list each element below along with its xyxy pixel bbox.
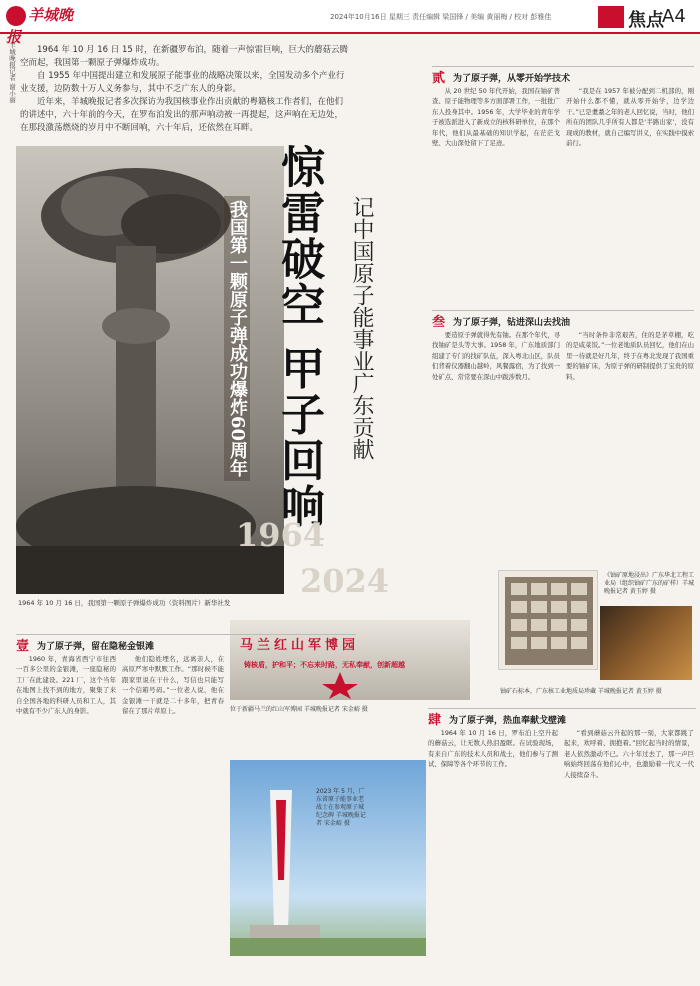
section-1-heading: [16, 634, 356, 654]
gallery-caption: 位于新疆马兰的红山军博园 羊城晚报记者 宋金峪 摄: [230, 706, 368, 713]
reporter-credit: 羊城晚报记者 谢小丽: [8, 42, 16, 103]
section-4-column-1: [428, 728, 558, 980]
uranium-ore-photo: [600, 606, 692, 680]
section-3-number: 叁: [432, 315, 446, 330]
section-1-title: 为了原子弹，留在隐秘金银滩: [37, 642, 155, 652]
logo-icon: [6, 6, 26, 26]
section-1-column-2: [122, 654, 224, 978]
lead-p3: 近年来，羊城晚报记者多次探访为我国核事业作出贡献的粤籍核工作者们，在他们的讲述中，六十年前的今天，在罗布泊发出的那声响动被一再提起，这声响在无边处，在那段激荡燃烧的岁月中不断回响，六十年后，还依然在耳畔。: [20, 97, 344, 133]
newspaper-logo: [6, 4, 84, 46]
section-2-title: 为了原子弹，从零开始学技术: [453, 74, 571, 84]
year-start: 1964: [236, 516, 326, 554]
year-end: 2024: [300, 562, 390, 600]
section-marker: [598, 6, 624, 28]
photo-caption: 1964 年 10 月 16 日，我国第一颗原子弹爆炸成功（资料图片）新华社发: [18, 599, 231, 607]
section-2-column-2: [566, 86, 694, 304]
header-meta: 2024年10月16日 星期三 责任编辑 梁国锋 / 美编 黄丽梅 / 校对 彭雅佳: [330, 13, 552, 21]
s1-col1-text: 1960 年，青海省西宁市往西一百多公里的金银滩，一座隐秘的工厂在此建设。221 厂，这个当年在地图上找不到的地方，聚集了来自全国各地的科研人员和工人，其中就有不少广东人的身影。: [16, 655, 116, 716]
section-3-column-1: [432, 330, 560, 560]
s3-col2-text: “当时条件非常艰苦，住的是茅草棚，吃的是咸菜饭。”一位老地质队员回忆，他们在山里一待就是好几年，终于在粤北发现了我国重要的铀矿床，为原子弹的研制提供了宝贵的原料。: [566, 331, 694, 381]
s2-col1-text: 从 20 世纪 50 年代开始，我国在铀矿普查、原子能物理等多方面部署工作，一批批广东人投身其中。1956 年，大学毕业的青年学子被选派进入了新成立的核科研单位，在那个年代，他们从最基础的知识学起，在茫茫戈壁、大山深处留下了足迹。: [432, 87, 560, 148]
s2-col2-text: “我是在 1957 年被分配到二机部的，刚开始什么都不懂，就从零开始学，边学边干。”已是耄耋之年的老人回忆说，当时，他们所在的团队几乎所有人都是‘半路出家’，没有现成的教材，就自己编写讲义，在实践中摸索前行。: [566, 87, 694, 148]
section-4-column-2: [564, 728, 694, 980]
museum-sign: 马兰红山军博园: [240, 638, 360, 653]
section-4-number: 肆: [428, 713, 442, 728]
lead-p2: 自 1955 年中国提出建立和发展原子能事业的战略决策以来，全国发动多个产业行业支援，边防数十万人义务参与，其中不乏广东人的身影。: [20, 71, 345, 94]
subtitle-vertical: 我国第一颗原子弹成功爆炸60周年: [224, 196, 250, 481]
section-4-title: 为了原子弹，热血奉献戈壁滩: [449, 716, 567, 726]
section-1-number: 壹: [16, 639, 30, 654]
ore-caption: 铀矿石标本，广东核工业地质局珍藏 羊城晚报记者 黄玉婷 摄: [500, 688, 662, 695]
page-number: A4: [662, 6, 686, 27]
s3-col1-text: 要造原子弹就得先有铀。在那个年代，寻找铀矿是头等大事。1958 年，广东地质部门组建了专门的找矿队伍，深入粤北山区，队员们背着仪器翻山越岭，风餐露宿，为了找到一处矿点，常常要在深山中跋涉数月。: [432, 331, 560, 381]
lead-paragraph: [20, 44, 350, 135]
s4-col1-text: 1964 年 10 月 16 日，罗布泊上空升起的蘑菇云，让无数人热泪盈眶。在试验现场，有来自广东的技术人员和战士，他们参与了测试、保障等各个环节的工作。: [428, 729, 558, 769]
museum-banner: 铸核盾，护和平；不忘来时路，无私奉献，创新超越: [244, 661, 405, 669]
section-4-heading: [428, 708, 696, 728]
section-2-column-1: [432, 86, 560, 304]
logo-text: 羊城晚报: [6, 6, 74, 46]
s4-col2-text: “看到蘑菇云升起的那一刻，大家都跳了起来，欢呼着、拥抱着。”回忆起当时的情景，老人依然激动不已。六十年过去了，那一声巨响始终回荡在他们心中，也激励着一代又一代人接续奋斗。: [564, 729, 694, 779]
section-3-column-2: [566, 330, 694, 560]
lead-p1: 1964 年 10 月 16 日 15 时，在新疆罗布泊，随着一声惊雷巨响，巨大的蘑菇云腾空而起，我国第一颗原子弹爆炸成功。: [20, 45, 348, 68]
page-header: [0, 0, 700, 46]
section-3-title: 为了原子弹，钻进深山去找油: [453, 318, 571, 328]
star-icon: [320, 670, 360, 700]
main-headline: 惊雷破空 甲子回响: [273, 144, 324, 530]
section-1-column-1: [16, 654, 116, 978]
series-headline: 记中国原子能事业广东贡献: [349, 196, 374, 460]
red-mountain-museum-photo: [230, 620, 470, 700]
section-3-heading: [432, 310, 694, 330]
monument-caption: 2023 年 5 月，广东省原子能事业老战士在参观原子城纪念碑 羊城晚报记者 宋金峪 摄: [316, 788, 366, 827]
s1-col2-text: 他们隐姓埋名，远离亲人，在高原严寒中默默工作。“那时候不能跟家里说在干什么，写信也只能写一个信箱号码。”一位老人说，他在金银滩一干就是二十多年，把青春留在了那片草原上。: [122, 655, 224, 716]
exhibit-photo: [498, 570, 598, 670]
exhibit-grid-image: [499, 571, 599, 671]
section-2-number: 贰: [432, 71, 446, 86]
section-name: 焦点: [628, 10, 664, 31]
section-2-heading: [432, 66, 694, 86]
exhibit-caption: 《铀矿原地浸出》广东华北工程工业局（组织铀矿广东的矿样）羊城晚报记者 黄玉婷 摄: [604, 572, 695, 595]
